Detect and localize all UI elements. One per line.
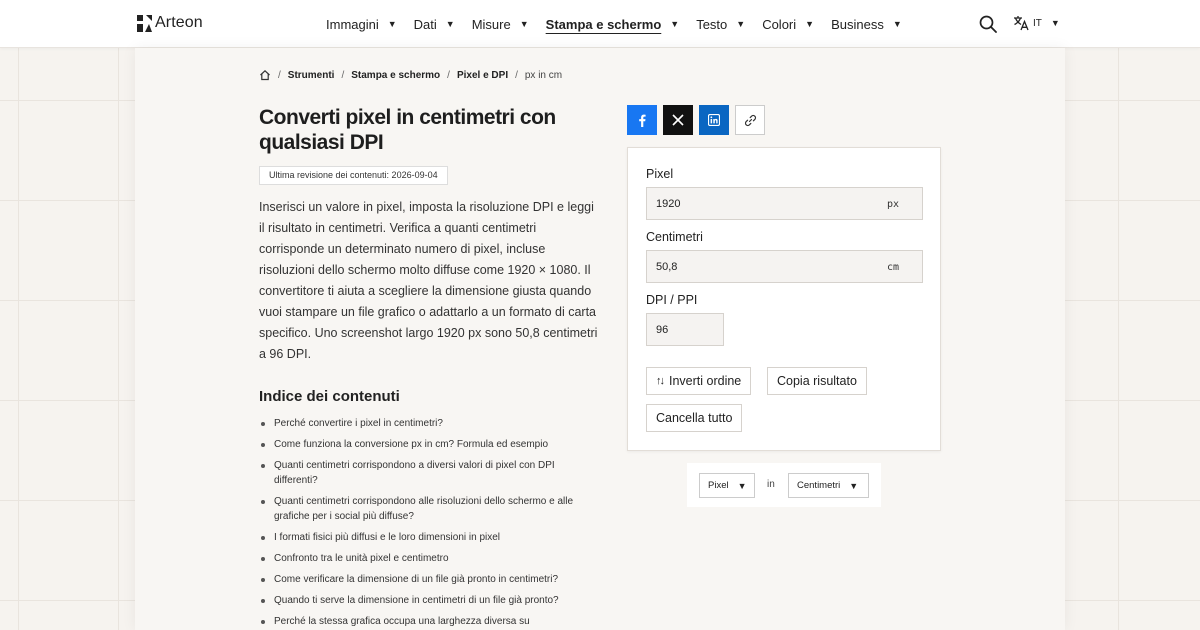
caret-down-icon: ▼ [892,19,902,29]
dpi-input[interactable] [646,313,724,346]
unit-switcher [687,463,881,507]
search-button[interactable] [979,15,997,33]
swap-order-button[interactable] [646,367,751,395]
toc-item[interactable]: Confronto tra le unità pixel e centimetro [259,551,599,566]
facebook-icon [637,114,647,127]
breadcrumb-separator: / [341,69,345,81]
toc-item[interactable]: I formati fisici più diffusi e le loro dimensioni in pixel [259,530,599,545]
toc-item[interactable]: Come funziona la conversione px in cm? Formula ed esempio [259,437,599,452]
home-icon[interactable] [259,69,271,81]
nav-item-testo[interactable] [696,0,745,48]
swap-icon: ↑↓ [656,375,663,387]
caret-down-icon: ▼ [849,480,859,491]
breadcrumb-current: px in cm [524,69,563,81]
language-code: IT [1033,17,1042,29]
page-title: Converti pixel in centimetri con qualsiasi DPI [259,106,556,154]
cm-unit: cm [886,262,899,273]
search-icon [979,15,997,33]
toc-item[interactable]: Come verificare la dimensione di un file già pronto in centimetri? [259,572,599,587]
to-unit-value: Centimetri [797,480,841,491]
pixel-unit: px [886,199,899,210]
caret-down-icon: ▼ [670,19,680,29]
clear-all-button[interactable] [646,404,742,432]
language-selector[interactable] [1013,15,1060,31]
dpi-value: 96 [656,324,669,336]
dpi-label: DPI / PPI [646,293,698,307]
cm-input[interactable] [646,250,923,283]
pixel-input[interactable] [646,187,923,220]
caret-down-icon: ▼ [387,19,397,29]
nav-label: Business [831,16,884,32]
nav-label: Misure [471,16,511,32]
intro-text: Inserisci un valore in pixel, imposta la risoluzione DPI e leggi il risultato in centimetri. Verifica a quanti centimetri corrisponde un determinato numero di pixel, incluse risoluzioni dello schermo molto diffuse come 1920 × 1080. Il convertitore ti aiuta a scegliere la dimensione giusta quando vuoi stampare un file grafico o adattarlo a un formato di carta specifico. Uno screenshot largo 1920 px sono 50,8 centimetri a 96 DPI. [259,200,598,361]
share-x-button[interactable] [663,105,693,135]
breadcrumb-item-stampa-e-schermo[interactable]: Stampa e schermo [351,69,441,81]
share-linkedin-button[interactable] [699,105,729,135]
nav-label: Testo [696,16,728,32]
link-icon [744,114,757,127]
toc-item[interactable]: Quanti centimetri corrispondono alle risoluzioni dello schermo e alle grafiche per i social più diffuse? [259,494,599,524]
copy-result-button[interactable] [767,367,867,395]
nav-label: Immagini [326,16,379,32]
pixel-value: 1920 [656,198,681,210]
linkedin-icon [708,114,720,126]
x-icon [672,114,684,126]
caret-down-icon: ▼ [445,19,455,29]
nav-item-dati[interactable] [414,0,455,48]
nav-item-stampa-e-schermo[interactable] [546,0,680,48]
brand-name: Arteon [155,14,203,31]
toc-title: Indice dei contenuti [259,388,400,405]
table-of-contents [259,416,599,630]
nav-label: Stampa e schermo [545,16,662,32]
breadcrumb [259,69,562,81]
breadcrumb-separator: / [447,69,450,81]
main-nav [326,0,919,48]
caret-down-icon: ▼ [805,19,815,29]
nav-item-immagini[interactable] [326,0,397,48]
caret-down-icon: ▼ [737,480,747,491]
breadcrumb-item-pixel-e-dpi[interactable]: Pixel e DPI [456,69,509,81]
toc-item[interactable]: Perché convertire i pixel in centimetri? [259,416,599,431]
copy-result-label: Copia risultato [777,374,857,388]
toc-item[interactable]: Quanti centimetri corrispondono a diversi valori di pixel con DPI differenti? [259,458,599,488]
toc-item[interactable]: Quando ti serve la dimensione in centimetri di un file già pronto? [259,593,599,608]
logo[interactable] [137,14,203,32]
nav-item-misure[interactable] [472,0,529,48]
share-facebook-button[interactable] [627,105,657,135]
cm-value: 50,8 [656,261,678,273]
pixel-label: Pixel [646,167,674,181]
revision-badge: Ultima revisione dei contenuti: 2026-09-04 [259,166,448,185]
switcher-connector: in [767,479,775,490]
caret-down-icon: ▼ [1050,18,1060,28]
from-unit-select[interactable] [699,473,755,498]
breadcrumb-item-strumenti[interactable]: Strumenti [287,69,335,81]
to-unit-select[interactable] [788,473,869,498]
clear-all-label: Cancella tutto [656,411,733,425]
from-unit-value: Pixel [708,480,729,491]
toc-item[interactable]: Perché la stessa grafica occupa una larghezza diversa su [259,614,599,629]
nav-item-colori[interactable] [762,0,814,48]
copy-link-button[interactable] [735,105,765,135]
caret-down-icon: ▼ [519,19,529,29]
nav-label: Colori [762,16,797,32]
caret-down-icon: ▼ [736,19,746,29]
logo-icon [137,15,152,32]
breadcrumb-separator: / [515,69,518,81]
translate-icon [1013,15,1029,31]
site-header [0,0,1200,48]
swap-label: Inverti ordine [669,374,742,388]
nav-item-business[interactable] [831,0,902,48]
cm-label: Centimetri [646,230,703,244]
breadcrumb-separator: / [278,69,281,81]
nav-label: Dati [413,16,437,32]
